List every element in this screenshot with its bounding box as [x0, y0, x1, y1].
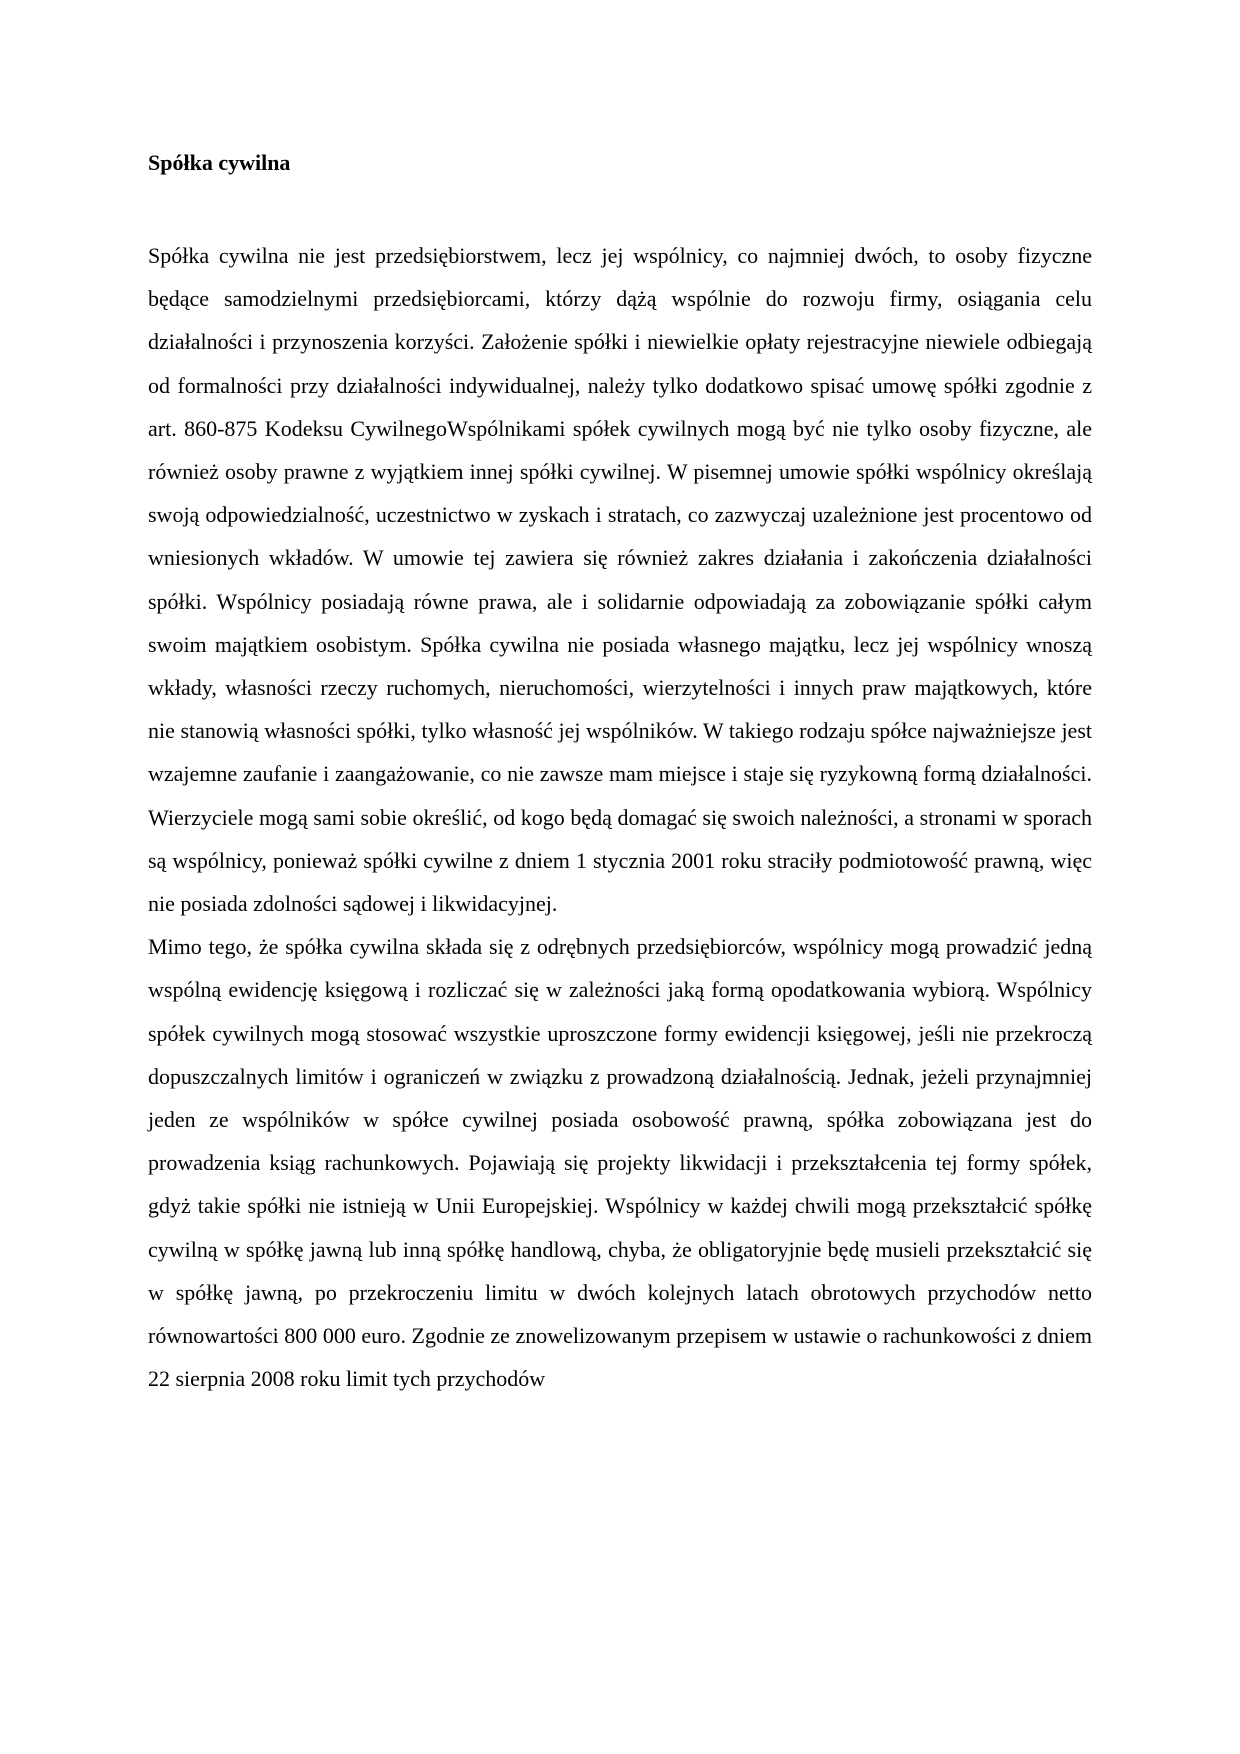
document-title: Spółka cywilna: [148, 150, 291, 175]
document-body: [148, 148, 1092, 1400]
title-spacer: [148, 178, 1092, 234]
paragraph-1: Spółka cywilna nie jest przedsiębiorstwem, lecz jej wspólnicy, co najmniej dwóch, to osoby fizyczne będące samodzielnymi przedsiębiorcami, którzy dążą wspólnie do rozwoju firmy, osiągania celu działalności i przynoszenia korzyści. Założenie spółki i niewielkie opłaty rejestracyjne niewiele odbiegają od formalności przy działalności indywidualnej, należy tylko dodatkowo spisać umowę spółki zgodnie z art. 860-875 Kodeksu CywilnegoWspólnikami spółek cywilnych mogą być nie tylko osoby fizyczne, ale również osoby prawne z wyjątkiem innej spółki cywilnej. W pisemnej umowie spółki wspólnicy określają swoją odpowiedzialność, uczestnictwo w zyskach i stratach, co zazwyczaj uzależnione jest procentowo od wniesionych wkładów. W umowie tej zawiera się również zakres działania i zakończenia działalności spółki. Wspólnicy posiadają równe prawa, ale i solidarnie odpowiadają za zobowiązanie spółki całym swoim majątkiem osobistym. Spółka cywilna nie posiada własnego majątku, lecz jej wspólnicy wnoszą wkłady, własności rzeczy ruchomych, nieruchomości, wierzytelności i innych praw majątkowych, które nie stanowią własności spółki, tylko własność jej wspólników. W takiego rodzaju spółce najważniejsze jest wzajemne zaufanie i zaangażowanie, co nie zawsze mam miejsce i staje się ryzykowną formą działalności. Wierzyciele mogą sami sobie określić, od kogo będą domagać się swoich należności, a stronami w sporach są wspólnicy, ponieważ spółki cywilne z dniem 1 stycznia 2001 roku straciły podmiotowość prawną, więc nie posiada zdolności sądowej i likwidacyjnej.: [148, 243, 1092, 917]
paragraph-2: Mimo tego, że spółka cywilna składa się z odrębnych przedsiębiorców, wspólnicy mogą prowadzić jedną wspólną ewidencję księgową i rozliczać się w zależności jaką formą opodatkowania wybiorą. Wspólnicy spółek cywilnych mogą stosować wszystkie uproszczone formy ewidencji księgowej, jeśli nie przekroczą dopuszczalnych limitów i ograniczeń w związku z prowadzoną działalnością. Jednak, jeżeli przynajmniej jeden ze wspólników w spółce cywilnej posiada osobowość prawną, spółka zobowiązana jest do prowadzenia ksiąg rachunkowych. Pojawiają się projekty likwidacji i przekształcenia tej formy spółek, gdyż takie spółki nie istnieją w Unii Europejskiej. Wspólnicy w każdej chwili mogą przekształcić spółkę cywilną w spółkę jawną lub inną spółkę handlową, chyba, że obligatoryjnie będę musieli przekształcić się w spółkę jawną, po przekroczeniu limitu w dwóch kolejnych latach obrotowych przychodów netto równowartości 800 000 euro. Zgodnie ze znowelizowanym przepisem w ustawie o rachunkowości z dniem 22 sierpnia 2008 roku limit tych przychodów: [148, 934, 1092, 1392]
